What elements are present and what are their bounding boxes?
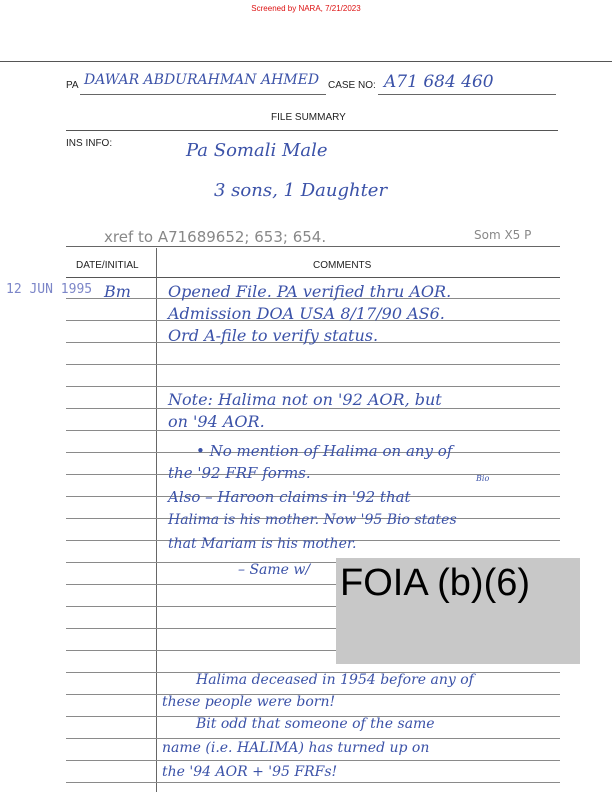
foia-redaction-box xyxy=(336,558,580,664)
column-divider xyxy=(156,248,157,792)
table-header-rule xyxy=(66,277,560,278)
file-summary-title: FILE SUMMARY xyxy=(271,112,346,123)
page-top-rule xyxy=(0,61,612,62)
pa-name-handwritten: DAWAR ABDURAHMAN AHMED xyxy=(84,72,320,88)
date-received-stamp: 12 JUN 1995 xyxy=(6,282,93,297)
ruled-line xyxy=(66,738,560,739)
ins-info-label: INS INFO: xyxy=(66,138,113,149)
comment-line: Halima deceased in 1954 before any of xyxy=(196,672,474,688)
file-summary-rule xyxy=(66,130,558,131)
ins-info-line-2: 3 sons, 1 Daughter xyxy=(214,180,388,201)
comment-line: Halima is his mother. Now '95 Bio states xyxy=(168,512,457,528)
bio-superscript-note: Bio xyxy=(476,474,490,483)
comment-line: on '94 AOR. xyxy=(168,412,265,431)
ruled-line xyxy=(66,760,560,761)
pa-underline xyxy=(80,94,326,95)
ruled-line xyxy=(66,430,560,431)
comment-line: Ord A-file to verify status. xyxy=(168,326,379,345)
comment-line: these people were born! xyxy=(162,694,336,710)
comment-line: Bit odd that someone of the same xyxy=(196,716,435,732)
nara-screened-stamp: Screened by NARA, 7/21/2023 xyxy=(251,4,361,13)
comment-line: – Same w/ xyxy=(238,562,311,578)
comment-line: Also – Haroon claims in '92 that xyxy=(168,488,411,506)
comment-line: Opened File. PA verified thru AOR. xyxy=(168,282,452,301)
xref-pencil-note: xref to A71689652; 653; 654. xyxy=(104,228,327,246)
comment-line: name (i.e. HALIMA) has turned up on xyxy=(162,740,430,756)
comment-line: the '92 FRF forms. xyxy=(168,464,311,482)
xref-rule xyxy=(66,246,560,247)
comment-line: Note: Halima not on '92 AOR, but xyxy=(168,390,442,409)
ruled-line xyxy=(66,364,560,365)
ruled-line xyxy=(66,386,560,387)
ruled-line xyxy=(66,782,560,783)
case-no-handwritten: A71 684 460 xyxy=(384,72,494,92)
foia-redaction-label: FOIA (b)(6) xyxy=(340,562,531,604)
pa-label: PA xyxy=(66,80,79,91)
comment-line: the '94 AOR + '95 FRFs! xyxy=(162,764,338,780)
case-no-underline xyxy=(378,94,556,95)
comment-line: Admission DOA USA 8/17/90 AS6. xyxy=(168,304,445,323)
comment-line: • No mention of Halima on any of xyxy=(196,442,453,460)
xref-right-note: Som X5 P xyxy=(474,228,532,242)
initials-handwritten: Bm xyxy=(104,282,131,301)
comments-header: COMMENTS xyxy=(313,260,372,271)
case-no-label: CASE NO: xyxy=(328,80,376,91)
comment-line: that Mariam is his mother. xyxy=(168,536,357,552)
ins-info-line-1: Pa Somali Male xyxy=(186,140,328,161)
date-initial-header: DATE/INITIAL xyxy=(76,260,139,271)
